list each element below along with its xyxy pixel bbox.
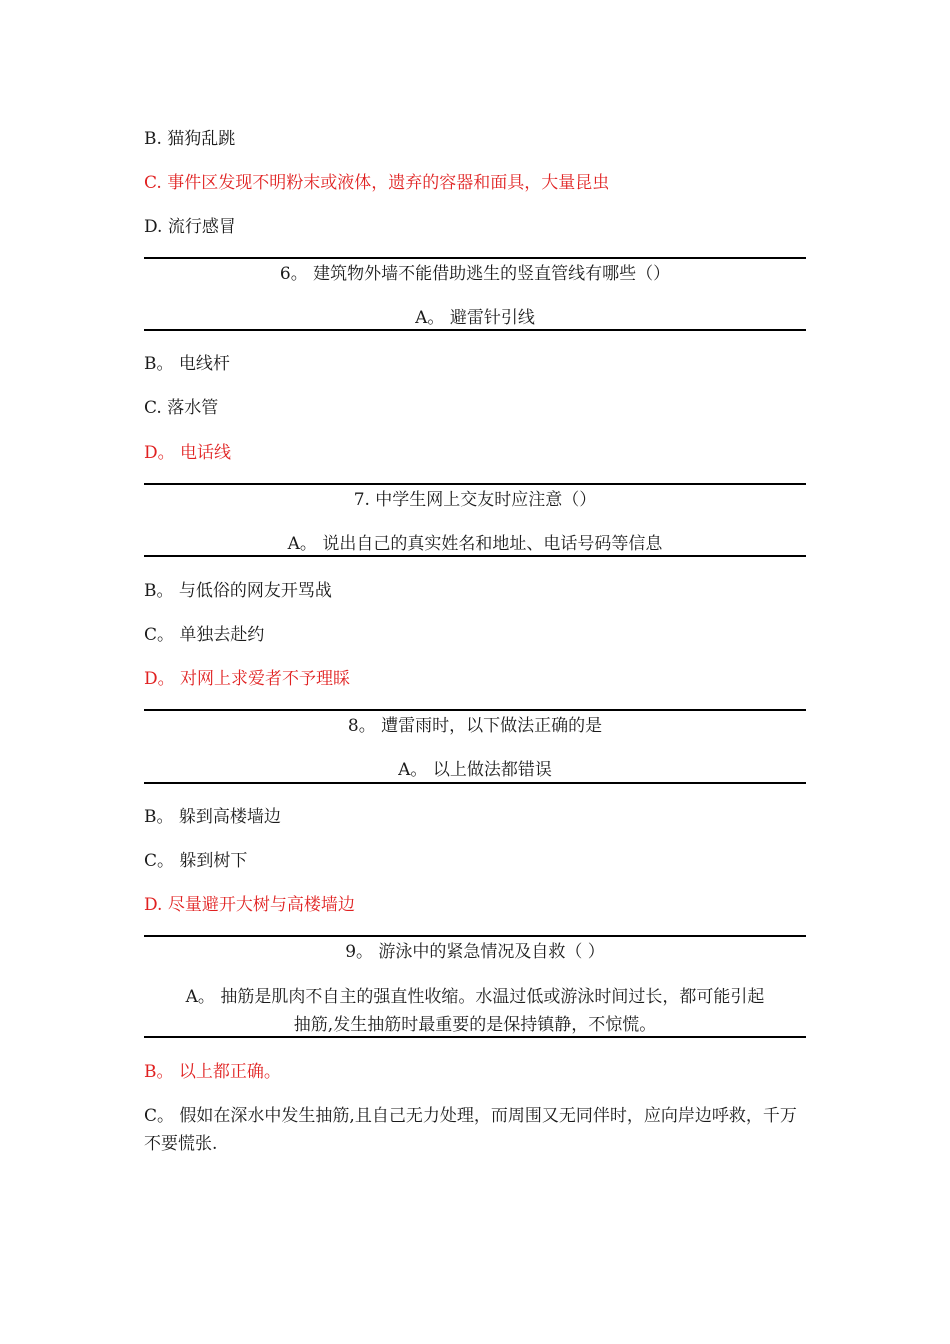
option-a-q9-line2: 抽筋,发生抽筋时最重要的是保持镇静，不惊慌。 [293, 1015, 657, 1035]
option-c-q6: C. 落水管 [144, 398, 219, 418]
option-d-q8-answer: D. 尽量避开大树与高楼墙边 [144, 895, 355, 915]
divider [144, 483, 806, 485]
divider [144, 555, 806, 557]
divider [144, 709, 806, 711]
question-8: 8。 遭雷雨时，以下做法正确的是 [347, 716, 603, 736]
divider [144, 329, 806, 331]
option-c-q9: C。 假如在深水中发生抽筋,且自己无力处理，而周围又无同伴时，应向岸边呼救，千万不要慌张. [144, 1106, 797, 1154]
option-a-q7: A。 说出自己的真实姓名和地址、电话号码等信息 [287, 534, 663, 554]
option-b-q6: B。 电线杆 [144, 354, 230, 374]
option-d-q6-answer: D。 电话线 [144, 443, 232, 463]
question-7: 7. 中学生网上交友时应注意（） [353, 490, 597, 510]
option-d-q7-answer: D。 对网上求爱者不予理睬 [144, 669, 351, 689]
option-c-q8: C。 躲到树下 [144, 851, 248, 871]
divider [144, 782, 806, 784]
option-b-q8: B。 躲到高楼墙边 [144, 807, 281, 827]
divider [144, 1036, 806, 1038]
question-9: 9。 游泳中的紧急情况及自救（ ） [345, 942, 605, 962]
option-d-q5: D. 流行感冒 [144, 217, 236, 237]
divider [144, 257, 806, 259]
divider [144, 935, 806, 937]
option-b-q9-answer: B。 以上都正确。 [144, 1062, 281, 1082]
option-b-q5: B. 猫狗乱跳 [144, 129, 236, 149]
question-6: 6。 建筑物外墙不能借助逃生的竖直管线有哪些（） [279, 264, 671, 284]
option-c-q5-answer: C. 事件区发现不明粉末或液体，遗弃的容器和面具，大量昆虫 [144, 173, 610, 193]
option-a-q6: A。 避雷针引线 [415, 308, 535, 328]
option-a-q9-line1: A。 抽筋是肌肉不自主的强直性收缩。水温过低或游泳时间过长，都可能引起 [185, 987, 765, 1007]
option-c-q7: C。 单独去赴约 [144, 625, 265, 645]
option-a-q8: A。 以上做法都错误 [398, 760, 552, 780]
option-b-q7: B。 与低俗的网友开骂战 [144, 581, 332, 601]
